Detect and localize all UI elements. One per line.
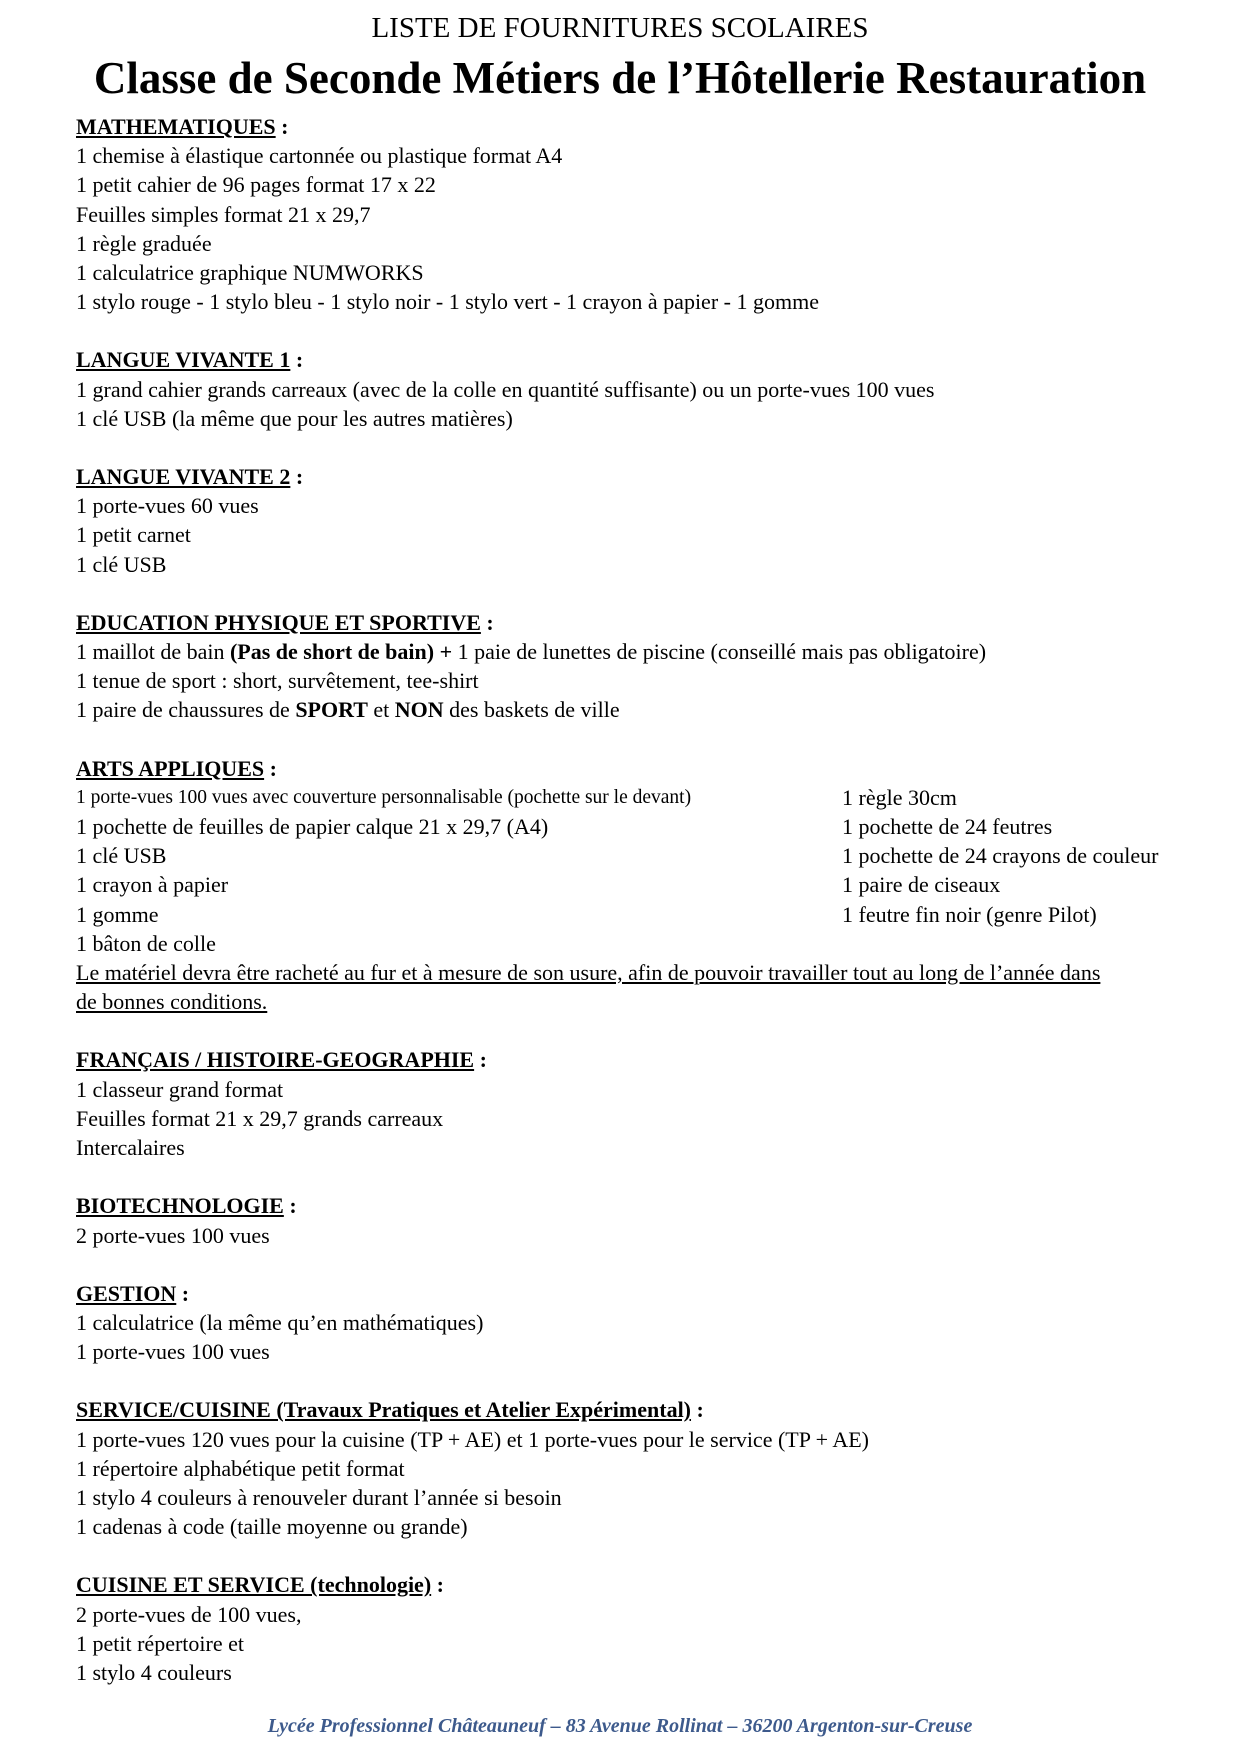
list-item: 1 bâton de colle <box>76 930 216 956</box>
class-title: Classe de Seconde Métiers de l’Hôtellerie Restauration <box>93 53 1147 103</box>
list-item: Feuilles simples format 21 x 29,7 <box>76 201 371 227</box>
list-item: 1 calculatrice (la même qu’en mathématiques) <box>76 1309 484 1335</box>
list-item: 1 paire de chaussures de SPORT et NON des baskets de ville <box>76 697 620 723</box>
list-item: 1 stylo 4 couleurs <box>76 1659 232 1685</box>
list-item: 2 porte-vues de 100 vues, <box>76 1601 302 1627</box>
section-eps <box>76 608 1240 725</box>
list-item: 1 maillot de bain (Pas de short de bain) + 1 paie de lunettes de piscine (conseillé mais pas obligatoire) <box>76 639 987 665</box>
list-item: 1 feutre fin noir (genre Pilot) <box>842 901 1097 927</box>
list-item: 1 stylo 4 couleurs à renouveler durant l’année si besoin <box>76 1484 562 1510</box>
section-title: BIOTECHNOLOGIE : <box>76 1193 297 1219</box>
list-item: 1 porte-vues 100 vues avec couverture personnalisable (pochette sur le devant) <box>76 786 692 808</box>
school-address-footer: Lycée Professionnel Châteauneuf – 83 Avenue Rollinat – 36200 Argenton-sur-Creuse <box>267 1715 973 1737</box>
list-item: 1 porte-vues 120 vues pour la cuisine (TP + AE) et 1 porte-vues pour le service (TP + AE) <box>76 1426 869 1452</box>
list-item: Intercalaires <box>76 1135 185 1161</box>
list-item: 1 chemise à élastique cartonnée ou plastique format A4 <box>76 143 563 169</box>
list-item: 1 petit carnet <box>76 522 191 548</box>
section-title: LANGUE VIVANTE 2 : <box>76 464 304 490</box>
section-title: EDUCATION PHYSIQUE ET SPORTIVE : <box>76 609 494 635</box>
section-title: LANGUE VIVANTE 1 : <box>76 347 304 373</box>
list-item: Feuilles format 21 x 29,7 grands carreaux <box>76 1105 444 1131</box>
section-math <box>76 112 1240 316</box>
list-item: 1 tenue de sport : short, survêtement, tee-shirt <box>76 668 479 694</box>
list-item: 1 règle 30cm <box>842 784 957 810</box>
section-gestion <box>76 1279 1240 1367</box>
list-item: 1 petit répertoire et <box>76 1630 244 1656</box>
list-item: 1 cadenas à code (taille moyenne ou grande) <box>76 1514 468 1540</box>
section-cuisine-service <box>76 1570 1240 1687</box>
list-item: 1 calculatrice graphique NUMWORKS <box>76 260 424 286</box>
list-item: 1 règle graduée <box>76 230 212 256</box>
section-title: MATHEMATIQUES : <box>76 114 289 139</box>
list-item: 1 pochette de 24 feutres <box>842 814 1053 840</box>
list-item: 2 porte-vues 100 vues <box>76 1222 270 1248</box>
list-item: 1 stylo rouge - 1 stylo bleu - 1 stylo noir - 1 stylo vert - 1 crayon à papier - 1 gomme <box>76 289 819 315</box>
list-item: 1 gomme <box>76 901 159 927</box>
section-title: GESTION : <box>76 1280 190 1306</box>
section-title: SERVICE/CUISINE (Travaux Pratiques et Atelier Expérimental) : <box>76 1397 704 1423</box>
section-service-cuisine <box>76 1395 1240 1541</box>
section-francais <box>76 1045 1240 1162</box>
section-lv1 <box>76 345 1240 433</box>
list-title: LISTE DE FOURNITURES SCOLAIRES <box>371 12 869 44</box>
section-biotech <box>76 1191 1240 1249</box>
list-item: 1 répertoire alphabétique petit format <box>76 1455 405 1481</box>
arts-right-column <box>842 783 1172 958</box>
section-title: CUISINE ET SERVICE (technologie) : <box>76 1572 444 1598</box>
section-title: ARTS APPLIQUES : <box>76 755 277 781</box>
section-arts <box>76 754 1240 1017</box>
section-lv2 <box>76 462 1240 579</box>
arts-columns <box>76 783 1240 958</box>
list-item: 1 classeur grand format <box>76 1076 284 1102</box>
arts-left-column <box>76 783 842 958</box>
section-title: FRANÇAIS / HISTOIRE-GEOGRAPHIE : <box>76 1047 487 1073</box>
list-item: 1 petit cahier de 96 pages format 17 x 22 <box>76 172 436 198</box>
list-item: 1 grand cahier grands carreaux (avec de la colle en quantité suffisante) ou un porte-vues 100 vues <box>76 376 935 402</box>
arts-note: Le matériel devra être racheté au fur et à mesure de son usure, afin de pouvoir travailler tout au long de l’année dans de bonnes conditions. <box>76 960 1101 1015</box>
list-item: 1 pochette de feuilles de papier calque 21 x 29,7 (A4) <box>76 814 549 840</box>
list-item: 1 paire de ciseaux <box>842 872 1001 898</box>
list-item: 1 clé USB <box>76 551 167 577</box>
list-item: 1 clé USB (la même que pour les autres matières) <box>76 405 513 431</box>
list-item: 1 porte-vues 60 vues <box>76 493 259 519</box>
list-item: 1 clé USB <box>76 843 167 869</box>
list-item: 1 crayon à papier <box>76 872 229 898</box>
list-item: 1 porte-vues 100 vues <box>76 1339 270 1365</box>
list-item: 1 pochette de 24 crayons de couleur <box>842 843 1159 869</box>
